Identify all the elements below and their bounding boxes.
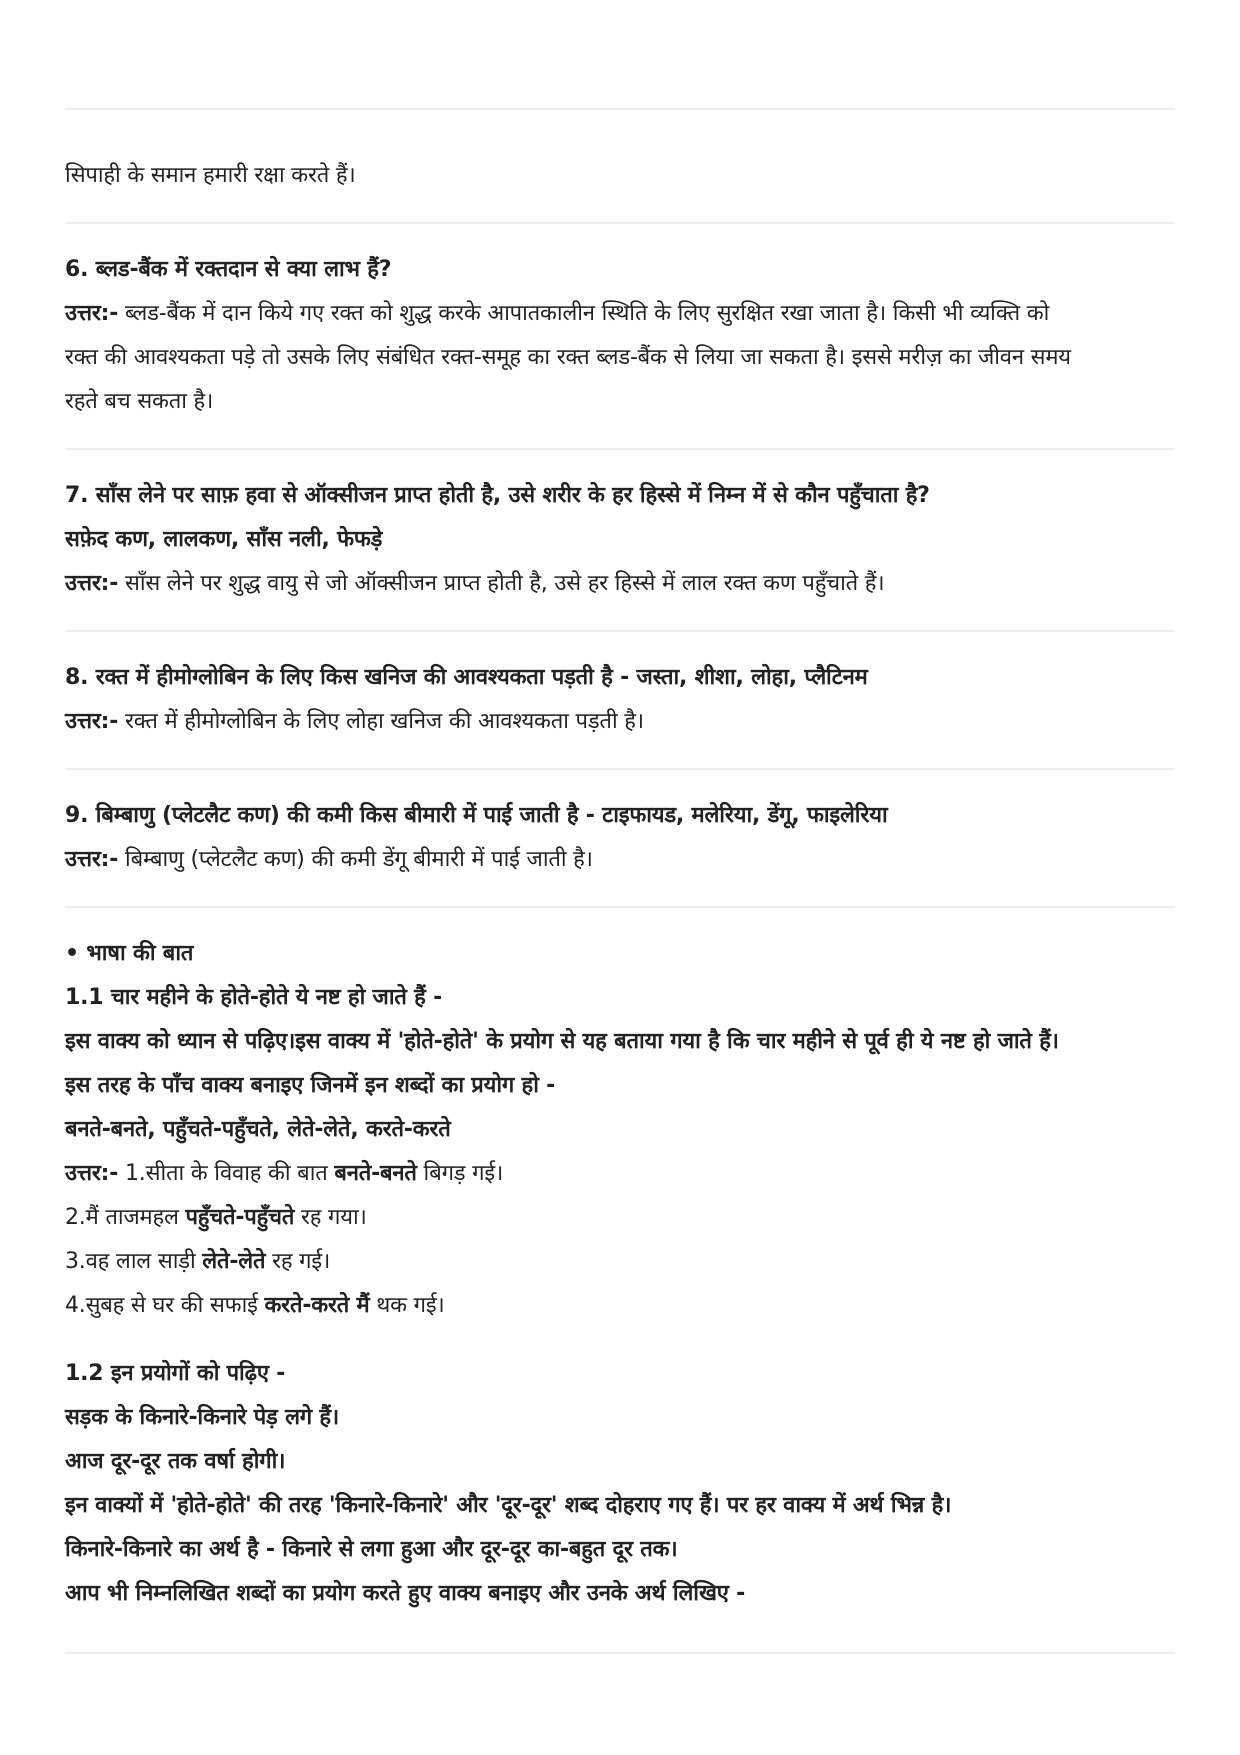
q1-2-line-3: इन वाक्यों में 'होते-होते' की तरह 'किनारे-किनारे' और 'दूर-दूर' शब्द दोहराए गए हैं। पर हर वाक्य में अर्थ भिन्न है। [65,1493,952,1518]
question-6-answer-line-1 [65,292,1175,336]
q1-2-line-4: किनारे-किनारे का अर्थ है - किनारे से लगा हुआ और दूर-दूर का-बहुत दूर तक। [65,1537,678,1562]
answer-text: बिगड़ गई। [416,1161,504,1186]
q1-2-line-5: आप भी निम्नलिखित शब्दों का प्रयोग करते हुए वाक्य बनाइए और उनके अर्थ लिखिए - [65,1581,746,1606]
answer-label: उत्तर:- [65,847,119,872]
answer-text: रक्त में हीमोग्लोबिन के लिए लोहा खनिज की आवश्यकता पड़ती है। [118,709,644,734]
divider [65,108,1175,110]
intro-block [65,154,1175,198]
answer-label: उत्तर:- [65,301,119,326]
question-8-answer [65,700,1175,744]
section-heading: • भाषा की बात [65,941,194,966]
bhasha-section [65,932,1175,1328]
question-8-block [65,656,1175,744]
answer-label: उत्तर:- [65,709,119,734]
answer-label: उत्तर:- [65,1161,119,1186]
q1-1-title: 1.1 चार महीने के होते-होते ये नष्ट हो जाते हैं - [65,985,443,1010]
divider [65,1652,1175,1654]
divider [65,906,1175,908]
divider [65,448,1175,450]
q1-2-section [65,1352,1175,1616]
answer-highlight: करते-करते मैं [264,1293,370,1318]
answer-text: बिम्बाणु (प्लेटलैट कण) की कमी डेंगू बीमारी में पाई जाती है। [118,847,593,872]
question-7-options: सफ़ेद कण, लालकण, साँस नली, फेफड़े [65,527,383,552]
q1-2-title: 1.2 इन प्रयोगों को पढ़िए - [65,1361,286,1386]
divider [65,222,1175,224]
answer-text: साँस लेने पर शुद्ध वायु से जो ऑक्सीजन प्राप्त होती है, उसे हर हिस्से में लाल रक्त कण पहुँचाते हैं। [118,571,885,596]
answer-text: 3.वह लाल साड़ी [65,1249,203,1274]
answer-text: 2.मैं ताजमहल [65,1205,186,1230]
q1-1-answer-3 [65,1240,1175,1284]
divider [65,630,1175,632]
question-8-title: 8. रक्त में हीमोग्लोबिन के लिए किस खनिज की आवश्यकता पड़ती है - जस्ता, शीशा, लोहा, प्लैटिनम [65,665,868,690]
answer-highlight: पहुँचते-पहुँचते [185,1205,295,1230]
answer-text: 4.सुबह से घर की सफाई [65,1293,265,1318]
q1-1-answer-4 [65,1284,1175,1328]
question-6-answer-line-3: रहते बच सकता है। [65,389,214,414]
question-9-title: 9. बिम्बाणु (प्लेटलैट कण) की कमी किस बीमारी में पाई जाती है - टाइफायड, मलेरिया, डेंगू, फाइलेरिया [65,803,888,828]
answer-text: रह गई। [265,1249,331,1274]
question-9-answer [65,838,1175,882]
answer-highlight: लेते-लेते [202,1249,266,1274]
question-6-title: 6. ब्लड-बैंक में रक्तदान से क्या लाभ हैं? [65,257,392,282]
answer-text: रह गया। [294,1205,367,1230]
answer-text: ब्लड-बैंक में दान किये गए रक्त को शुद्ध करके आपातकालीन स्थिति के लिए सुरक्षित रखा जाता है। किसी भी व्यक्ति को [118,301,1050,326]
answer-text: 1.सीता के विवाह की बात [118,1161,335,1186]
question-6-block [65,248,1175,424]
question-9-block [65,794,1175,882]
answer-label: उत्तर:- [65,571,119,596]
answer-text: थक गई। [369,1293,445,1318]
question-7-block [65,474,1175,606]
question-7-answer [65,562,1175,606]
divider [65,768,1175,770]
question-6-answer-line-2: रक्त की आवश्यकता पड़े तो उसके लिए संबंधित रक्त-समूह का रक्त ब्लड-बैंक से लिया जा सकता है। इससे मरीज़ का जीवन समय [65,345,1071,370]
q1-1-line-2: इस तरह के पाँच वाक्य बनाइए जिनमें इन शब्दों का प्रयोग हो - [65,1073,556,1098]
q1-1-answer-1 [65,1152,1175,1196]
q1-1-line-1: इस वाक्य को ध्यान से पढ़िए।इस वाक्य में 'होते-होते' के प्रयोग से यह बताया गया है कि चार महीने से पूर्व ही ये नष्ट हो जाते हैं। [65,1029,1059,1054]
intro-text: सिपाही के समान हमारी रक्षा करते हैं। [65,163,356,188]
q1-1-answer-2 [65,1196,1175,1240]
q1-1-words: बनते-बनते, पहुँचते-पहुँचते, लेते-लेते, करते-करते [65,1117,451,1142]
q1-2-line-2: आज दूर-दूर तक वर्षा होगी। [65,1449,286,1474]
answer-highlight: बनते-बनते [334,1161,417,1186]
q1-2-line-1: सड़क के किनारे-किनारे पेड़ लगे हैं। [65,1405,340,1430]
question-7-title: 7. साँस लेने पर साफ़ हवा से ऑक्सीजन प्राप्त होती है, उसे शरीर के हर हिस्से में निम्न में से कौन पहुँचाता है? [65,483,930,508]
